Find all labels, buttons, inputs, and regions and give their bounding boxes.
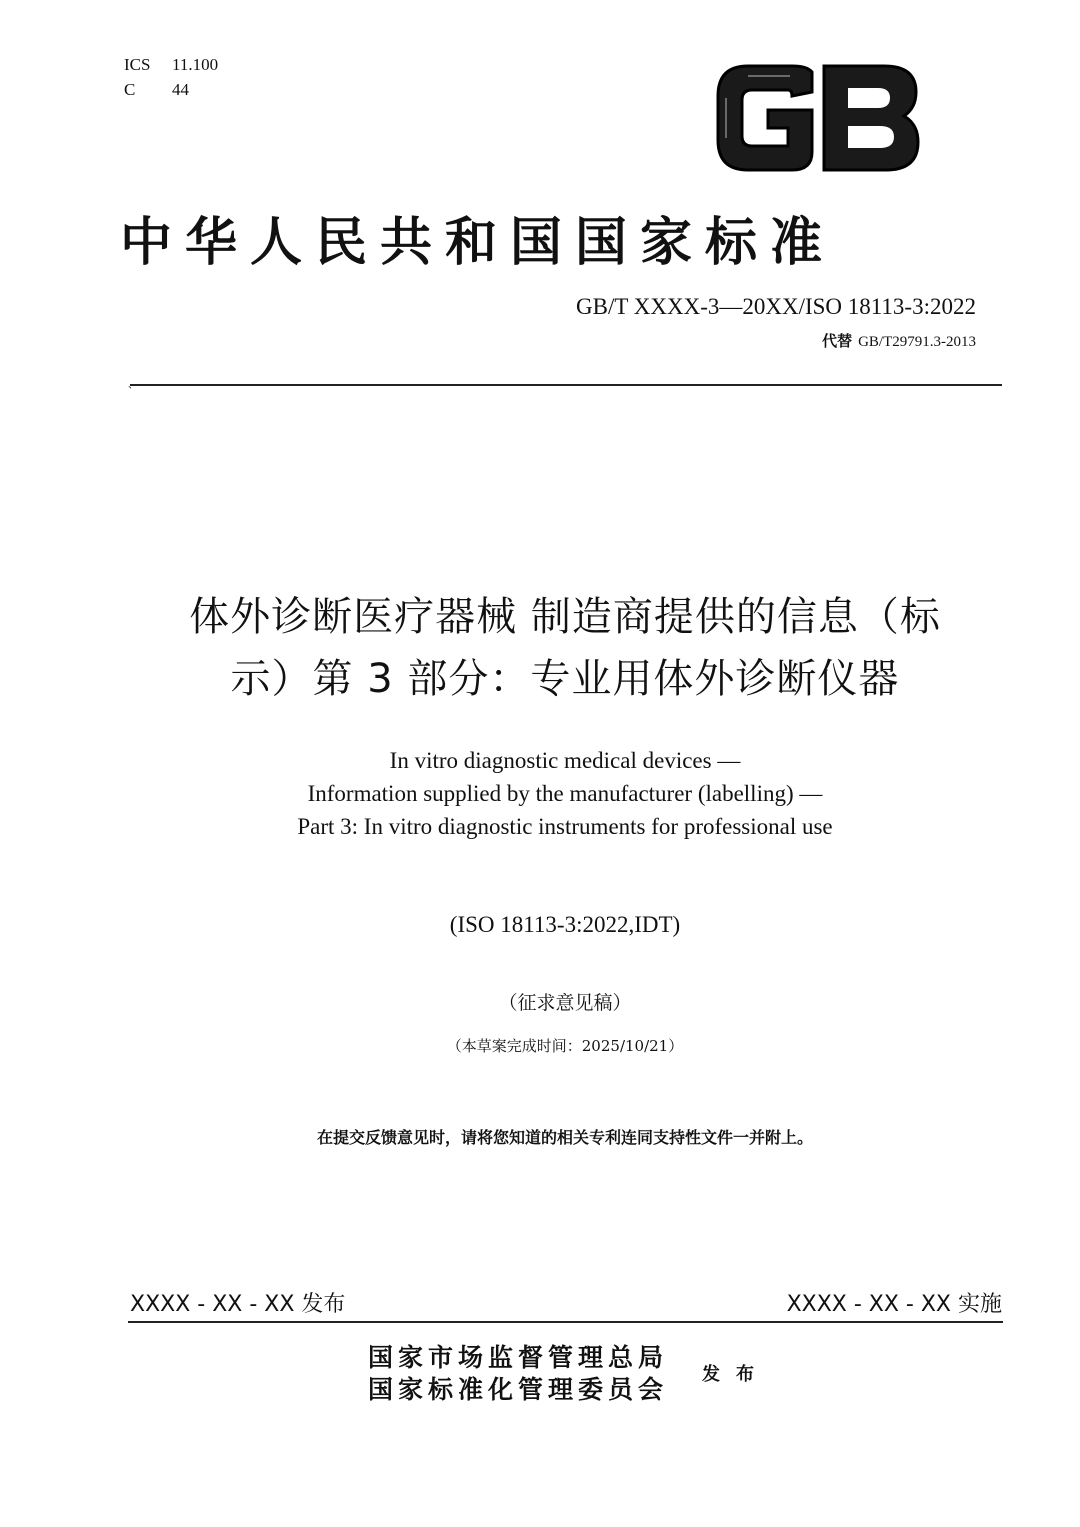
ics-value: 11.100 (172, 55, 219, 74)
english-title-line-2: Information supplied by the manufacturer (labelling) — (307, 781, 823, 806)
draft-note: （征求意见稿） (498, 992, 632, 1014)
patent-note: 在提交反馈意见时，请将您知道的相关专利连同支持性文件一并附上。 (316, 1128, 813, 1147)
chinese-title-line-1: 体外诊断医疗器械 制造商提供的信息（标 (189, 594, 941, 640)
implementation-date: XXXX - XX - XX 实施 (786, 1292, 1002, 1317)
standard-number: GB/T XXXX-3—20XX/ISO 18113-3:2022 (576, 294, 976, 319)
ccs-row (124, 77, 218, 102)
replaces-line (822, 330, 976, 351)
chinese-title (100, 586, 1030, 710)
ccs-value: 44 (172, 80, 189, 99)
english-title-line-1: In vitro diagnostic medical devices — (389, 748, 741, 773)
ccs-label: C (124, 80, 136, 99)
english-title-line-3: Part 3: In vitro diagnostic instruments for professional use (297, 814, 833, 839)
ics-label: ICS (124, 55, 151, 74)
iso-reference: (ISO 18113-3:2022,IDT) (449, 912, 681, 937)
issuing-authorities (368, 1342, 668, 1406)
issuer-sac: 国家标准化管理委员会 (368, 1375, 669, 1404)
chinese-title-line-2: 示）第 3 部分：专业用体外诊断仪器 (230, 656, 900, 702)
gb-logo (712, 62, 922, 174)
classification-codes (124, 52, 218, 102)
replaces-value: GB/T29791.3-2013 (858, 334, 976, 350)
replaces-label: 代替 (822, 332, 853, 350)
issuer-samr: 国家市场监督管理总局 (368, 1343, 669, 1372)
issue-date: XXXX - XX - XX 发布 (130, 1292, 346, 1317)
draft-completion-date: （本草案完成时间：2025/10/21） (446, 1037, 684, 1055)
top-divider (130, 384, 1002, 386)
bottom-divider (128, 1321, 1003, 1323)
national-standard-title: 中华人民共和国国家标准 (120, 212, 836, 273)
issued-by-label: 发布 (702, 1364, 770, 1385)
ics-row (124, 52, 218, 77)
rule-mark: 、 (128, 380, 138, 391)
english-title (150, 744, 980, 843)
